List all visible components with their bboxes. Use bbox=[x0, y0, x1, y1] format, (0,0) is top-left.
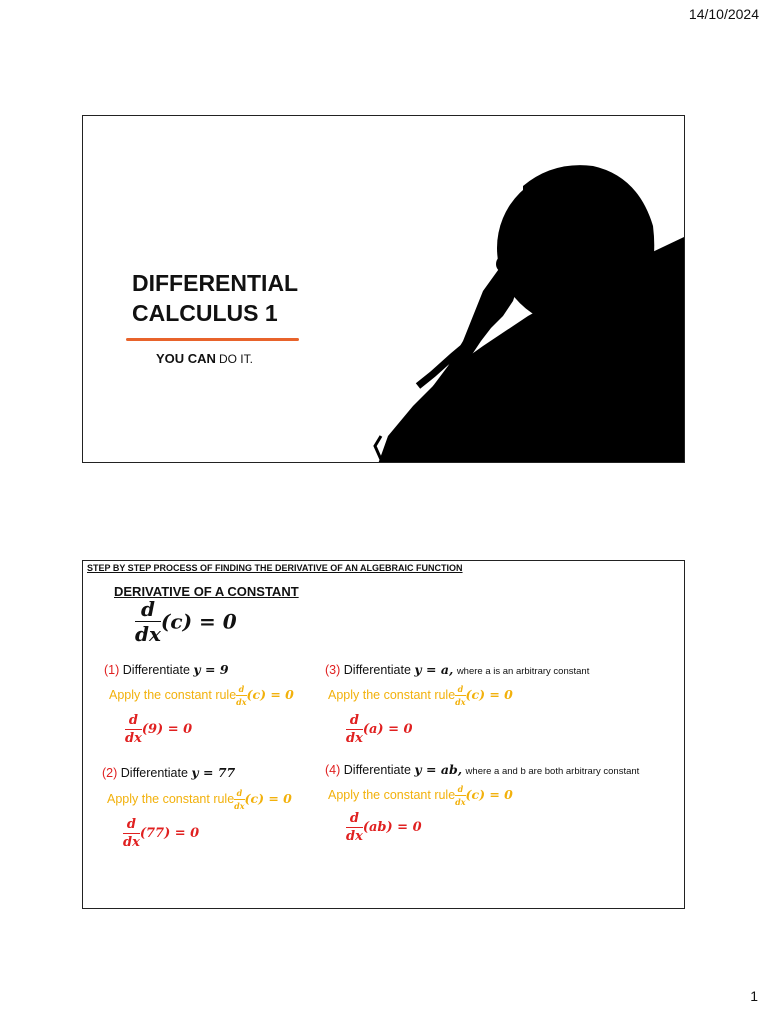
example-number: (4) bbox=[325, 763, 341, 777]
example-1-result: $\frac{d}{dx}$ (9) = 0 bbox=[125, 713, 193, 746]
apply-text: Apply the constant rule bbox=[109, 688, 237, 702]
example-2-question bbox=[102, 765, 235, 780]
example-2-apply: Apply the constant rule $\frac{d}{dx}$ (c) = 0 bbox=[107, 788, 292, 811]
example-expression: y = 9 bbox=[193, 662, 229, 677]
apply-rest: (c) = 0 bbox=[246, 687, 294, 702]
subtitle-small: DO IT. bbox=[218, 352, 253, 366]
example-label: Differentiate bbox=[343, 663, 411, 677]
example-number: (2) bbox=[102, 766, 118, 780]
result-rest: (a) = 0 bbox=[362, 722, 413, 737]
example-expression: y = ab, bbox=[414, 762, 463, 777]
apply-rest: (c) = 0 bbox=[465, 687, 513, 702]
slide-subtitle bbox=[156, 351, 253, 366]
example-4-result: $\frac{d}{dx}$ (ab) = 0 bbox=[346, 811, 422, 844]
slide-title bbox=[132, 268, 298, 328]
title-underline bbox=[126, 338, 299, 341]
title-line-2: CALCULUS 1 bbox=[132, 300, 278, 326]
apply-text: Apply the constant rule bbox=[328, 788, 456, 802]
example-4-apply: Apply the constant rule $\frac{d}{dx}$ (c) = 0 bbox=[328, 784, 513, 807]
example-note: where a is an arbitrary constant bbox=[456, 666, 590, 677]
example-label: Differentiate bbox=[343, 763, 411, 777]
apply-rest: (c) = 0 bbox=[244, 791, 292, 806]
title-line-1: DIFFERENTIAL bbox=[132, 270, 299, 296]
example-expression: y = a, bbox=[414, 662, 454, 677]
subtitle-bold: YOU CAN bbox=[156, 351, 216, 366]
example-1-question bbox=[104, 662, 229, 677]
section-heading: DERIVATIVE OF A CONSTANT bbox=[114, 584, 299, 599]
result-rest: (77) = 0 bbox=[139, 826, 200, 841]
title-slide bbox=[82, 115, 685, 463]
example-3-question bbox=[325, 662, 589, 677]
date-stamp: 14/10/2024 bbox=[688, 6, 759, 22]
result-rest: (ab) = 0 bbox=[362, 820, 422, 835]
example-label: Differentiate bbox=[122, 663, 190, 677]
content-slide bbox=[82, 560, 685, 909]
result-rest: (9) = 0 bbox=[141, 722, 193, 737]
example-4-question bbox=[325, 762, 639, 777]
page-number: 1 bbox=[750, 988, 758, 1004]
example-label: Differentiate bbox=[120, 766, 188, 780]
example-3-result: $\frac{d}{dx}$ (a) = 0 bbox=[346, 713, 413, 746]
constant-rule-formula bbox=[135, 599, 237, 644]
example-1-apply: Apply the constant rule $\frac{d}{dx}$ (c) = 0 bbox=[109, 684, 294, 707]
example-expression: y = 77 bbox=[191, 765, 236, 780]
rule-numerator: d bbox=[140, 597, 155, 621]
rule-rest: (c) = 0 bbox=[160, 609, 237, 634]
example-2-result: $\frac{d}{dx}$ (77) = 0 bbox=[123, 817, 200, 850]
rule-denominator: dx bbox=[135, 622, 161, 646]
example-3-apply: Apply the constant rule $\frac{d}{dx}$ (c) = 0 bbox=[328, 684, 513, 707]
example-number: (1) bbox=[104, 663, 120, 677]
example-note: where a and b are both arbitrary constant bbox=[465, 766, 640, 777]
apply-rest: (c) = 0 bbox=[465, 787, 513, 802]
apply-text: Apply the constant rule bbox=[107, 792, 235, 806]
sisyphus-silhouette-image bbox=[353, 116, 685, 463]
example-number: (3) bbox=[325, 663, 341, 677]
apply-text: Apply the constant rule bbox=[328, 688, 456, 702]
slide-heading: STEP BY STEP PROCESS OF FINDING THE DERIVATIVE OF AN ALGEBRAIC FUNCTION bbox=[87, 563, 463, 573]
